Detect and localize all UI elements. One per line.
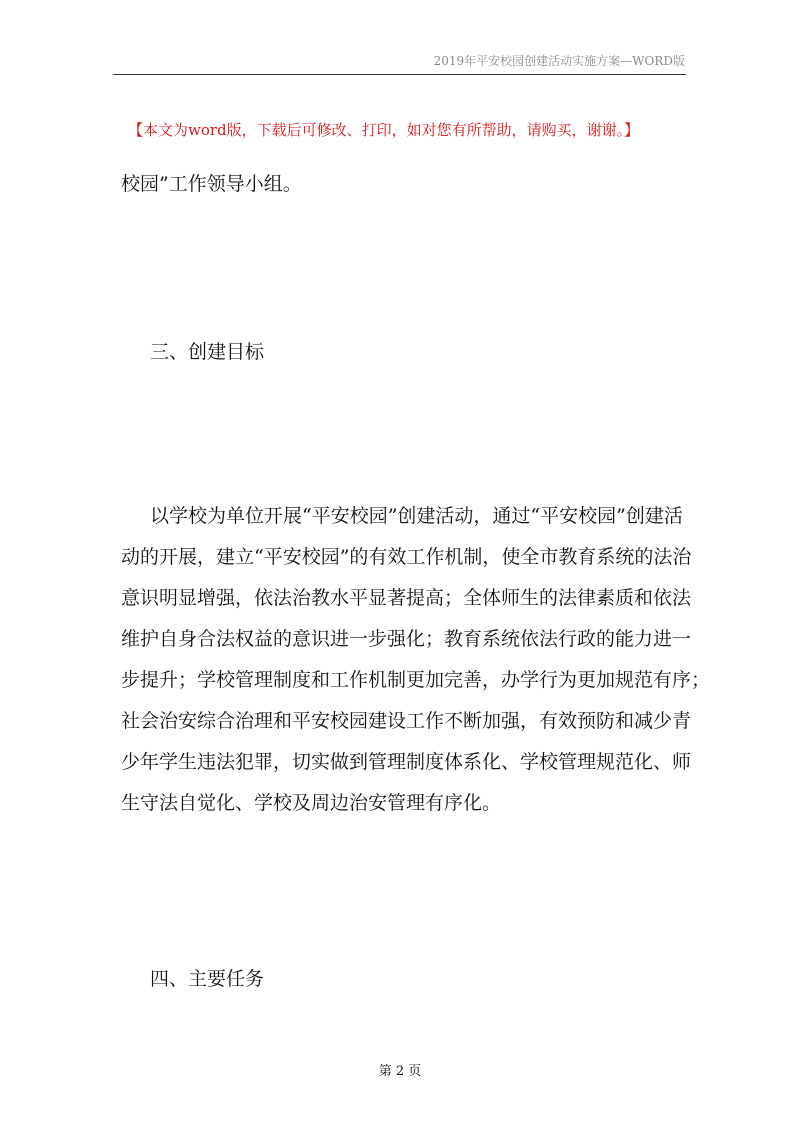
paragraph-line: 社会治安综合治理和平安校园建设工作不断加强，有效预防和减少青 bbox=[121, 710, 692, 732]
paragraph-line: 步提升；学校管理制度和工作机制更加完善，办学行为更加规范有序； bbox=[121, 669, 711, 691]
continuation-paragraph bbox=[121, 164, 681, 205]
paragraph-line: 以学校为单位开展“平安校园”创建活动，通过“平安校园”创建活 bbox=[150, 505, 683, 527]
paragraph-line: 维护自身合法权益的意识进一步强化；教育系统依法行政的能力进一 bbox=[121, 628, 692, 650]
paragraph-line: 校园”工作领导小组。 bbox=[121, 173, 302, 195]
header-divider bbox=[113, 74, 686, 75]
section-heading-goals: 三、创建目标 bbox=[150, 341, 265, 363]
page-number: 第 2 页 bbox=[378, 1064, 422, 1079]
purchase-notice: 【本文为word版，下载后可修改、打印，如对您有所帮助，请购买，谢谢。】 bbox=[128, 121, 640, 139]
section-heading-tasks: 四、主要任务 bbox=[150, 968, 265, 990]
goals-paragraph bbox=[121, 496, 711, 824]
paragraph-line: 少年学生违法犯罪，切实做到管理制度体系化、学校管理规范化、师 bbox=[121, 751, 692, 773]
page-header-title: 2019年平安校园创建活动实施方案—WORD版 bbox=[433, 54, 685, 68]
paragraph-line: 意识明显增强，依法治教水平显著提高；全体师生的法律素质和依法 bbox=[121, 587, 692, 609]
paragraph-line: 动的开展，建立“平安校园”的有效工作机制，使全市教育系统的法治 bbox=[121, 546, 692, 568]
paragraph-line: 生守法自觉化、学校及周边治安管理有序化。 bbox=[121, 792, 502, 814]
